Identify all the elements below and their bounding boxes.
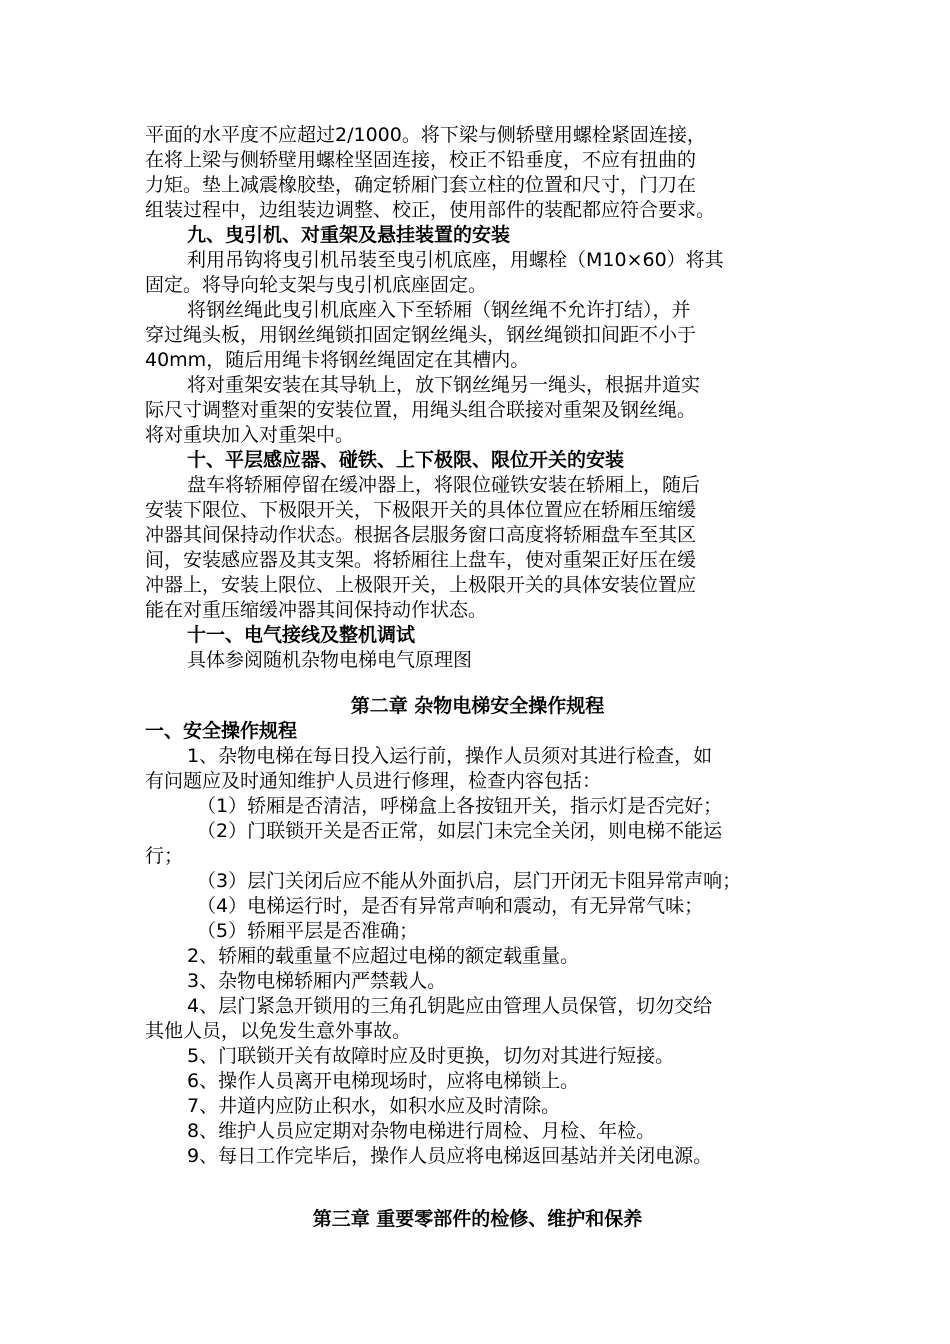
chapter-3-title: 第三章 重要零部件的检修、维护和保养 (312, 1208, 643, 1230)
list-item (145, 744, 810, 794)
text-line: 40mm，随后用绳卡将钢丝绳固定在其槽内。 (145, 349, 530, 371)
section-11-heading: 十一、电气接线及整机调试 (187, 624, 416, 646)
section-8-tail-paragraph (145, 123, 810, 223)
text-line: 4、层门紧急开锁用的三角孔钥匙应由管理人员保管，切勿交给 (187, 995, 713, 1017)
sub-list-item: （5）轿厢平层是否准确； (197, 920, 419, 942)
list-item: 8、维护人员应定期对杂物电梯进行周检、月检、年检。 (187, 1120, 656, 1142)
section-10-heading: 十、平层感应器、碰铁、上下极限、限位开关的安装 (187, 449, 625, 471)
text-line: 将对重块加入对重架中。 (145, 424, 355, 446)
text-line: 组装过程中，边组装边调整、校正，使用部件的装配都应符合要求。 (145, 199, 716, 221)
chapter-2-title: 第二章 杂物电梯安全操作规程 (350, 695, 605, 717)
text-line: （2）门联锁开关是否正常，如层门未完全关闭，则电梯不能运 (197, 820, 723, 842)
text-line: 利用吊钩将曳引机吊装至曳引机底座，用螺栓（M10×60）将其 (187, 249, 724, 271)
text-line: 间，安装感应器及其支架。将轿厢往上盘车，使对重架正好压在缓 (145, 549, 697, 571)
section-9-paragraph-2 (145, 298, 810, 373)
list-item: 9、每日工作完毕后，操作人员应将电梯返回基站并关闭电源。 (187, 1145, 713, 1167)
section-9-heading: 九、曳引机、对重架及悬挂装置的安装 (187, 224, 511, 246)
list-item: 6、操作人员离开电梯现场时，应将电梯锁上。 (187, 1070, 580, 1092)
sub-list-item: （4）电梯运行时，是否有异常声响和震动，有无异常气味； (197, 895, 704, 917)
sub-list-item: （1）轿厢是否清洁，呼梯盒上各按钮开关，指示灯是否完好； (197, 795, 723, 817)
sub-list-item: （3）层门关闭后应不能从外面扒启，层门开闭无卡阻异常声响； (197, 870, 742, 892)
spacer (145, 1169, 810, 1207)
spacer (145, 673, 810, 694)
text-line: 能在对重压缩缓冲器其间保持动作状态。 (145, 599, 488, 621)
list-item: 2、轿厢的载重量不应超过电梯的额定载重量。 (187, 945, 580, 967)
section-11-paragraph: 具体参阅随机杂物电梯电气原理图 (187, 649, 473, 671)
text-line: 在将上梁与侧轿壁用螺栓坚固连接，校正不铅垂度，不应有扭曲的 (145, 149, 697, 171)
list-item: 5、门联锁开关有故障时应及时更换，切勿对其进行短接。 (187, 1045, 675, 1067)
text-line: 固定。将导向轮支架与曳引机底座固定。 (145, 274, 488, 296)
text-line: 冲器其间保持动作状态。根据各层服务窗口高度将轿厢盘车至其区 (145, 524, 697, 546)
section-10-paragraph (145, 473, 810, 623)
list-item: 3、杂物电梯轿厢内严禁载人。 (187, 970, 447, 992)
list-item: 7、井道内应防止积水，如积水应及时清除。 (187, 1095, 561, 1117)
text-line: 穿过绳头板，用钢丝绳锁扣固定钢丝绳头，钢丝绳锁扣间距不小于 (145, 324, 697, 346)
text-line: 将对重架安装在其导轨上，放下钢丝绳另一绳头，根据井道实 (187, 374, 701, 396)
chapter-2-subheading: 一、安全操作规程 (145, 720, 298, 742)
text-line: 力矩。垫上减震橡胶垫，确定轿厢门套立柱的位置和尺寸，门刀在 (145, 174, 697, 196)
text-line: 将钢丝绳此曳引机底座入下至轿厢（钢丝绳不允许打结），并 (187, 299, 691, 321)
section-9-paragraph-3 (145, 373, 810, 448)
section-9-paragraph-1 (145, 248, 810, 298)
text-line: 冲器上，安装上限位、上极限开关，上极限开关的具体安装位置应 (145, 574, 697, 596)
text-line: 安装下限位、下极限开关，下极限开关的具体位置应在轿厢压缩缓 (145, 499, 697, 521)
text-line: 有问题应及时通知维护人员进行修理，检查内容包括： (145, 770, 602, 792)
sub-list-item (145, 819, 810, 869)
text-line: 际尺寸调整对重架的安装位置，用绳头组合联接对重架及钢丝绳。 (145, 399, 697, 421)
text-line: 其他人员，以免发生意外事故。 (145, 1020, 412, 1042)
list-item (145, 994, 810, 1044)
text-line: 行； (145, 845, 184, 867)
text-line: 1、杂物电梯在每日投入运行前，操作人员须对其进行检查，如 (187, 745, 713, 767)
document-page (145, 123, 810, 1232)
text-line: 平面的水平度不应超过2/1000。将下梁与侧轿壁用螺栓紧固连接， (145, 124, 706, 146)
text-line: 盘车将轿厢停留在缓冲器上，将限位碰铁安装在轿厢上，随后 (187, 474, 701, 496)
